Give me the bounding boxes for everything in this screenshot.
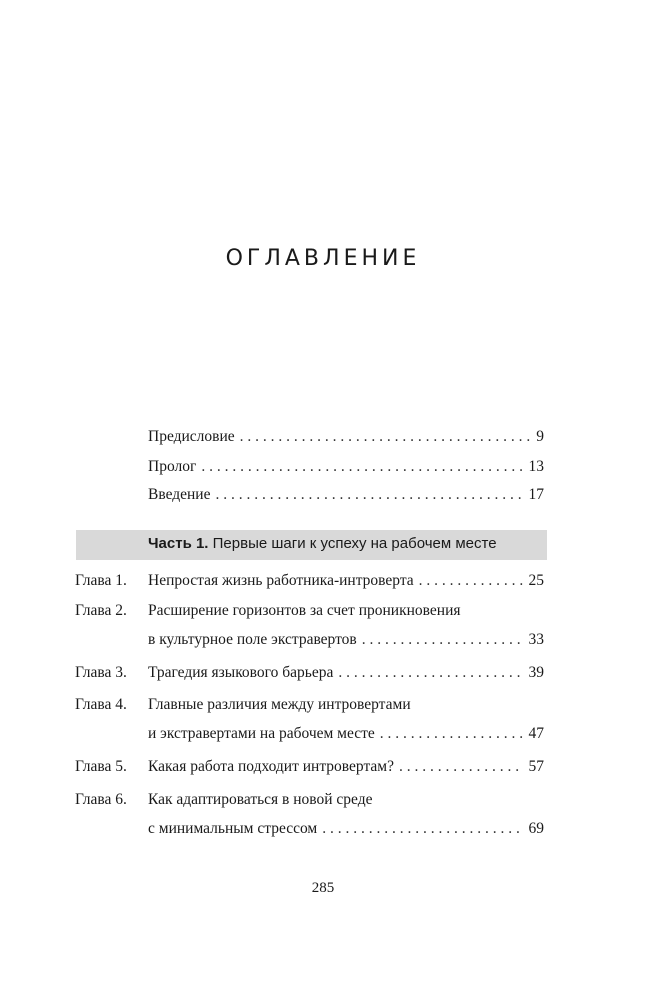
toc-entry-chapter-4[interactable] [148, 724, 544, 744]
entry-page: 13 [528, 458, 544, 475]
dot-leader [240, 427, 532, 447]
part-heading [148, 535, 497, 552]
chapter-label: Глава 3. [75, 664, 127, 681]
toc-entry-preface[interactable] [148, 427, 544, 447]
entry-page: 47 [528, 725, 544, 742]
entry-title: в культурное поле экстравертов [148, 631, 357, 648]
toc-entry-chapter-3[interactable] [148, 663, 544, 683]
entry-page: 57 [528, 758, 544, 775]
entry-title: и экстравертами на рабочем месте [148, 725, 375, 742]
entry-title: Трагедия языкового барьера [148, 664, 334, 681]
entry-page: 9 [536, 428, 544, 445]
toc-entry-prologue[interactable] [148, 457, 544, 477]
chapter-label: Глава 6. [75, 791, 127, 808]
part-label: Часть 1. [148, 535, 209, 552]
toc-entry-chapter-2[interactable] [148, 630, 544, 650]
dot-leader [215, 485, 523, 505]
toc-heading: ОГЛАВЛЕНИЕ [225, 246, 421, 271]
entry-title: Непростая жизнь работника-интроверта [148, 572, 414, 589]
page-number: 285 [311, 880, 335, 896]
entry-page: 33 [528, 631, 544, 648]
entry-page: 25 [528, 572, 544, 589]
entry-title-line[interactable]: Как адаптироваться в новой среде [148, 791, 373, 808]
entry-title-line[interactable]: Главные различия между интровертами [148, 696, 411, 713]
entry-title: Введение [148, 486, 211, 503]
entry-title: с минимальным стрессом [148, 820, 318, 837]
entry-title: Какая работа подходит интровертам? [148, 758, 394, 775]
toc-entry-chapter-5[interactable] [148, 757, 544, 777]
toc-entry-chapter-1[interactable] [148, 571, 544, 591]
entry-page: 39 [528, 664, 544, 681]
dot-leader [201, 457, 523, 477]
entry-page: 17 [528, 486, 544, 503]
entry-title: Предисловие [148, 428, 235, 445]
entry-title-line[interactable]: Расширение горизонтов за счет проникновения [148, 602, 461, 619]
part-title: Первые шаги к успеху на рабочем месте [212, 535, 497, 552]
chapter-label: Глава 5. [75, 758, 127, 775]
dot-leader [399, 757, 524, 777]
dot-leader [362, 630, 524, 650]
chapter-label: Глава 4. [75, 696, 127, 713]
dot-leader [322, 819, 523, 839]
toc-entry-chapter-6[interactable] [148, 819, 544, 839]
chapter-label: Глава 2. [75, 602, 127, 619]
dot-leader [419, 571, 524, 591]
dot-leader [338, 663, 523, 683]
dot-leader [380, 724, 524, 744]
entry-title: Пролог [148, 458, 197, 475]
entry-page: 69 [528, 820, 544, 837]
toc-entry-introduction[interactable] [148, 485, 544, 505]
chapter-label: Глава 1. [75, 572, 127, 589]
part-header [76, 530, 547, 560]
